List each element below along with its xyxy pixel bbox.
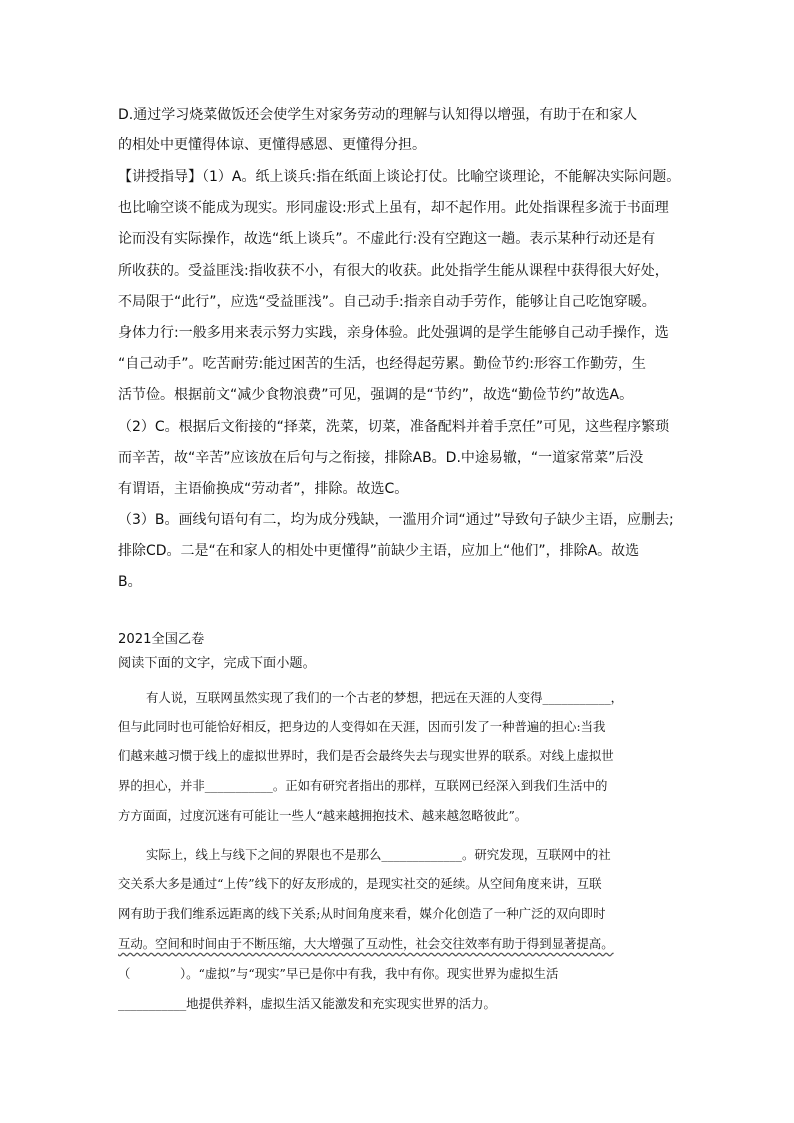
- explanation-line: 也比喻空谈不能成为现实。形同虚设:形式上虽有，却不起作用。此处指课程多流于书面理: [118, 200, 669, 216]
- passage-line: 界的担心，并非___________。正如有研究者指出的那样，互联网已经深入到我们生活中的: [118, 778, 608, 793]
- explanation-line: 有谓语，主语偷换成“劳动者”，排除。故选C。: [118, 481, 409, 497]
- explanation-line: 【讲授指导】（1）A。纸上谈兵:指在纸面上谈论打仗。比喻空谈理论，不能解决实际问题。: [118, 169, 681, 185]
- explanation-line: 的相处中更懂得体谅、更懂得感恩、更懂得分担。: [118, 137, 426, 153]
- explanation-line: 身体力行:一般多用来表示努力实践，亲身体验。此处强调的是学生能够自己动手操作，选: [118, 325, 669, 341]
- explanation-line: （2）C。根据后文衔接的“择菜，洗菜，切菜，准备配料并着手烹任”可见，这些程序繁琐: [118, 419, 670, 435]
- exam-source: 2021全国乙卷: [118, 632, 205, 647]
- explanation-line: （3）B。画线句语句有二，均为成分残缺，一滥用介词“通过”导致句子缺少主语，应删去;: [118, 512, 674, 528]
- explanation-line: 而辛苦，故“辛苦”应该放在后句与之衔接，排除AB。D.中途易辙，“一道家常菜”后没: [118, 450, 644, 466]
- passage-line: 网有助于我们维系远距离的线下关系;从时间角度来看，媒介化创造了一种广泛的双向即时: [118, 906, 606, 921]
- underlined-sentence: 互动。空间和时间由于不断压缩，大大增强了互动性，社会交往效率有助于得到显著提高。: [118, 936, 614, 951]
- explanation-line: 排除CD。二是“在和家人的相处中更懂得”前缺少主语，应加上“他们”，排除A。故选: [118, 543, 640, 559]
- passage-line: 实际上，线上与线下之间的界限也不是那么_____________。研究发现，互联网中的社: [146, 847, 611, 862]
- explanation-line: “自己动手”。吃苦耐劳:能过困苦的生活，也经得起劳累。勤俭节约:形容工作勤劳，生: [118, 356, 646, 372]
- passage-line: （ ）。“虚拟”与“现实”早已是你中有我，我中有你。现实世界为虚拟生活: [118, 966, 559, 981]
- explanation-line: 所收获的。受益匪浅:指收获不小，有很大的收获。此处指学生能从课程中获得很大好处，: [118, 263, 669, 279]
- passage-line: 有人说，互联网虽然实现了我们的一个古老的梦想，把远在天涯的人变得___________，: [146, 690, 624, 705]
- passage-line: ___________地提供养料，虚拟生活又能激发和充实现实世界的活力。: [118, 996, 496, 1011]
- exam-instruction: 阅读下面的文字，完成下面小题。: [118, 656, 316, 671]
- explanation-line: D.通过学习烧菜做饭还会使学生对家务劳动的理解与认知得以增强，有助于在和家人: [118, 107, 638, 123]
- explanation-line: 活节俭。根据前文“减少食物浪费”可见，强调的是“节约”，故选“勤俭节约”故选A。: [118, 387, 634, 403]
- explanation-line: 论而没有实际操作，故选“纸上谈兵”。不虚此行:没有空跑这一趟。表示某种行动还是有: [118, 231, 656, 247]
- passage-line: 但与此同时也可能恰好相反，把身边的人变得如在天涯，因而引发了一种普遍的担心:当我: [118, 719, 606, 734]
- explanation-line: 不局限于“此行”，应选“受益匪浅”。自己动手:指亲自动手劳作，能够让自己吃饱穿暖。: [118, 294, 656, 310]
- passage-line: 交关系大多是通过“上传”线下的好友形成的，是现实社交的延续。从空间角度来讲，互联: [118, 876, 602, 891]
- explanation-line: B。: [118, 574, 142, 590]
- passage-line: 方方面面，过度沉迷有可能让一些人“越来越拥抱技术、越来越忽略彼此”。: [118, 808, 528, 823]
- passage-line: 们越来越习惯于线上的虚拟世界时，我们是否会最终失去与现实世界的联系。对线上虚拟世: [118, 748, 614, 763]
